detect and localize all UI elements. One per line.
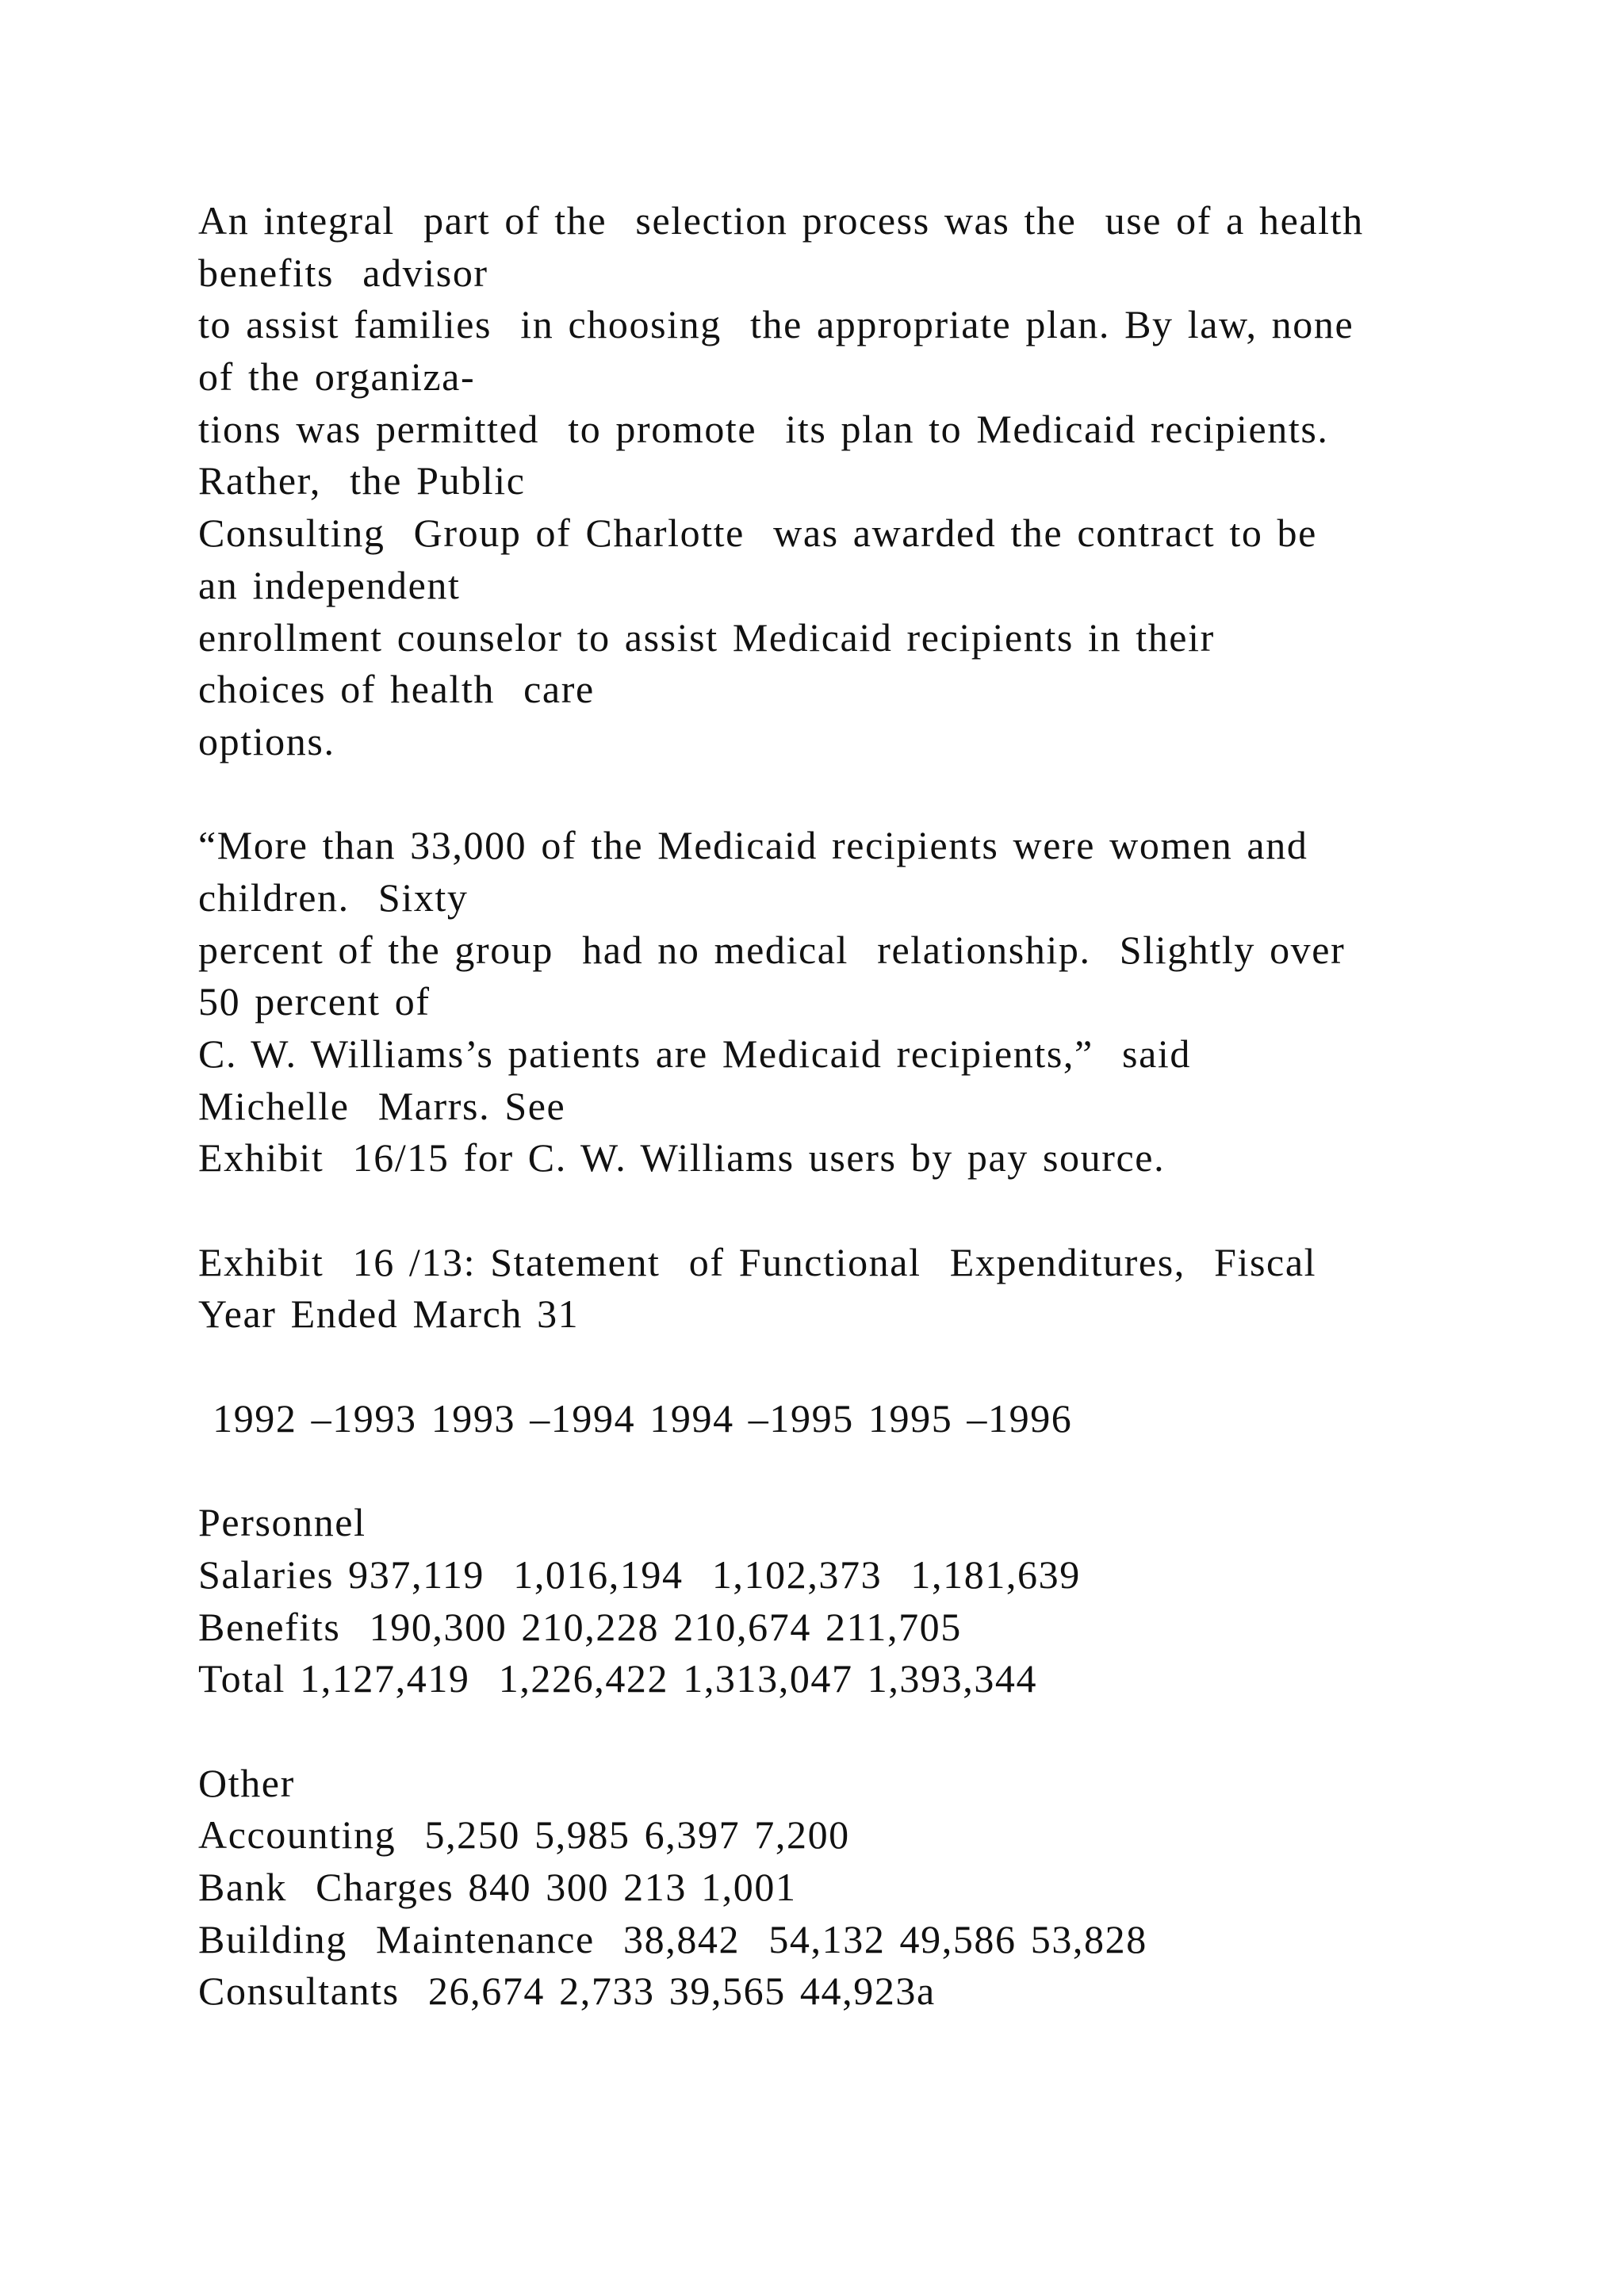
document-page	[198, 195, 1507, 2018]
expenditure-row: Bank Charges 840 300 213 1,001	[198, 1865, 797, 1909]
paragraph-spacer	[198, 1705, 1507, 1758]
text-line: Exhibit 16 /13: Statement of Functional Expenditures, Fiscal	[198, 1239, 1317, 1284]
text-line: C. W. Williams’s patients are Medicaid recipients,” said	[198, 1031, 1191, 1076]
text-line: of the organiza-	[198, 354, 476, 400]
exhibit-title	[198, 1237, 1507, 1341]
section-heading: Personnel	[198, 1500, 366, 1545]
text-line: enrollment counselor to assist Medicaid recipients in their	[198, 614, 1215, 660]
text-line: benefits advisor	[198, 250, 488, 295]
text-line: options.	[198, 718, 335, 763]
text-line: 50 percent of	[198, 979, 431, 1024]
expenditure-row: Consultants 26,674 2,733 39,565 44,923a	[198, 1969, 936, 2014]
paragraph-spacer	[198, 1445, 1507, 1498]
text-line: Consulting Group of Charlotte was awarded the contract to be	[198, 511, 1317, 556]
text-line: Rather, the Public	[198, 458, 526, 503]
text-line: to assist families in choosing the appropriate plan. By law, none	[198, 302, 1354, 347]
expenditure-row: Accounting 5,250 5,985 6,397 7,200	[198, 1812, 850, 1858]
other-expenditures	[198, 1758, 1507, 2018]
text-line: percent of the group had no medical relationship. Slightly over	[198, 927, 1346, 972]
text-line: choices of health care	[198, 667, 595, 712]
text-line: tions was permitted to promote its plan to Medicaid recipients.	[198, 406, 1329, 451]
expenditure-row: Building Maintenance 38,842 54,132 49,586 53,828	[198, 1916, 1147, 1961]
text-line: Exhibit 16/15 for C. W. Williams users by pay source.	[198, 1135, 1166, 1181]
text-line: “More than 33,000 of the Medicaid recipients were women and	[198, 823, 1308, 868]
text-line: Michelle Marrs. See	[198, 1083, 566, 1128]
text-line: an independent	[198, 562, 461, 607]
section-heading: Other	[198, 1760, 295, 1805]
text-line: Year Ended March 31	[198, 1292, 580, 1337]
personnel-expenditures	[198, 1497, 1507, 1705]
text-line: children. Sixty	[198, 874, 469, 920]
expenditure-row: Salaries 937,119 1,016,194 1,102,373 1,181,639	[198, 1552, 1081, 1597]
paragraph-spacer	[198, 1184, 1507, 1237]
paragraph-medicaid-recipients	[198, 820, 1507, 1184]
fiscal-year-header: 1992 –1993 1993 –1994 1994 –1995 1995 –1996	[198, 1395, 1073, 1441]
paragraph-spacer	[198, 768, 1507, 821]
text-line: An integral part of the selection process was the use of a health	[198, 198, 1364, 243]
paragraph-spacer	[198, 1341, 1507, 1393]
expenditure-row: Total 1,127,419 1,226,422 1,313,047 1,393,344	[198, 1656, 1038, 1701]
paragraph-enrollment-advisor	[198, 195, 1507, 768]
expenditure-row: Benefits 190,300 210,228 210,674 211,705	[198, 1604, 962, 1649]
